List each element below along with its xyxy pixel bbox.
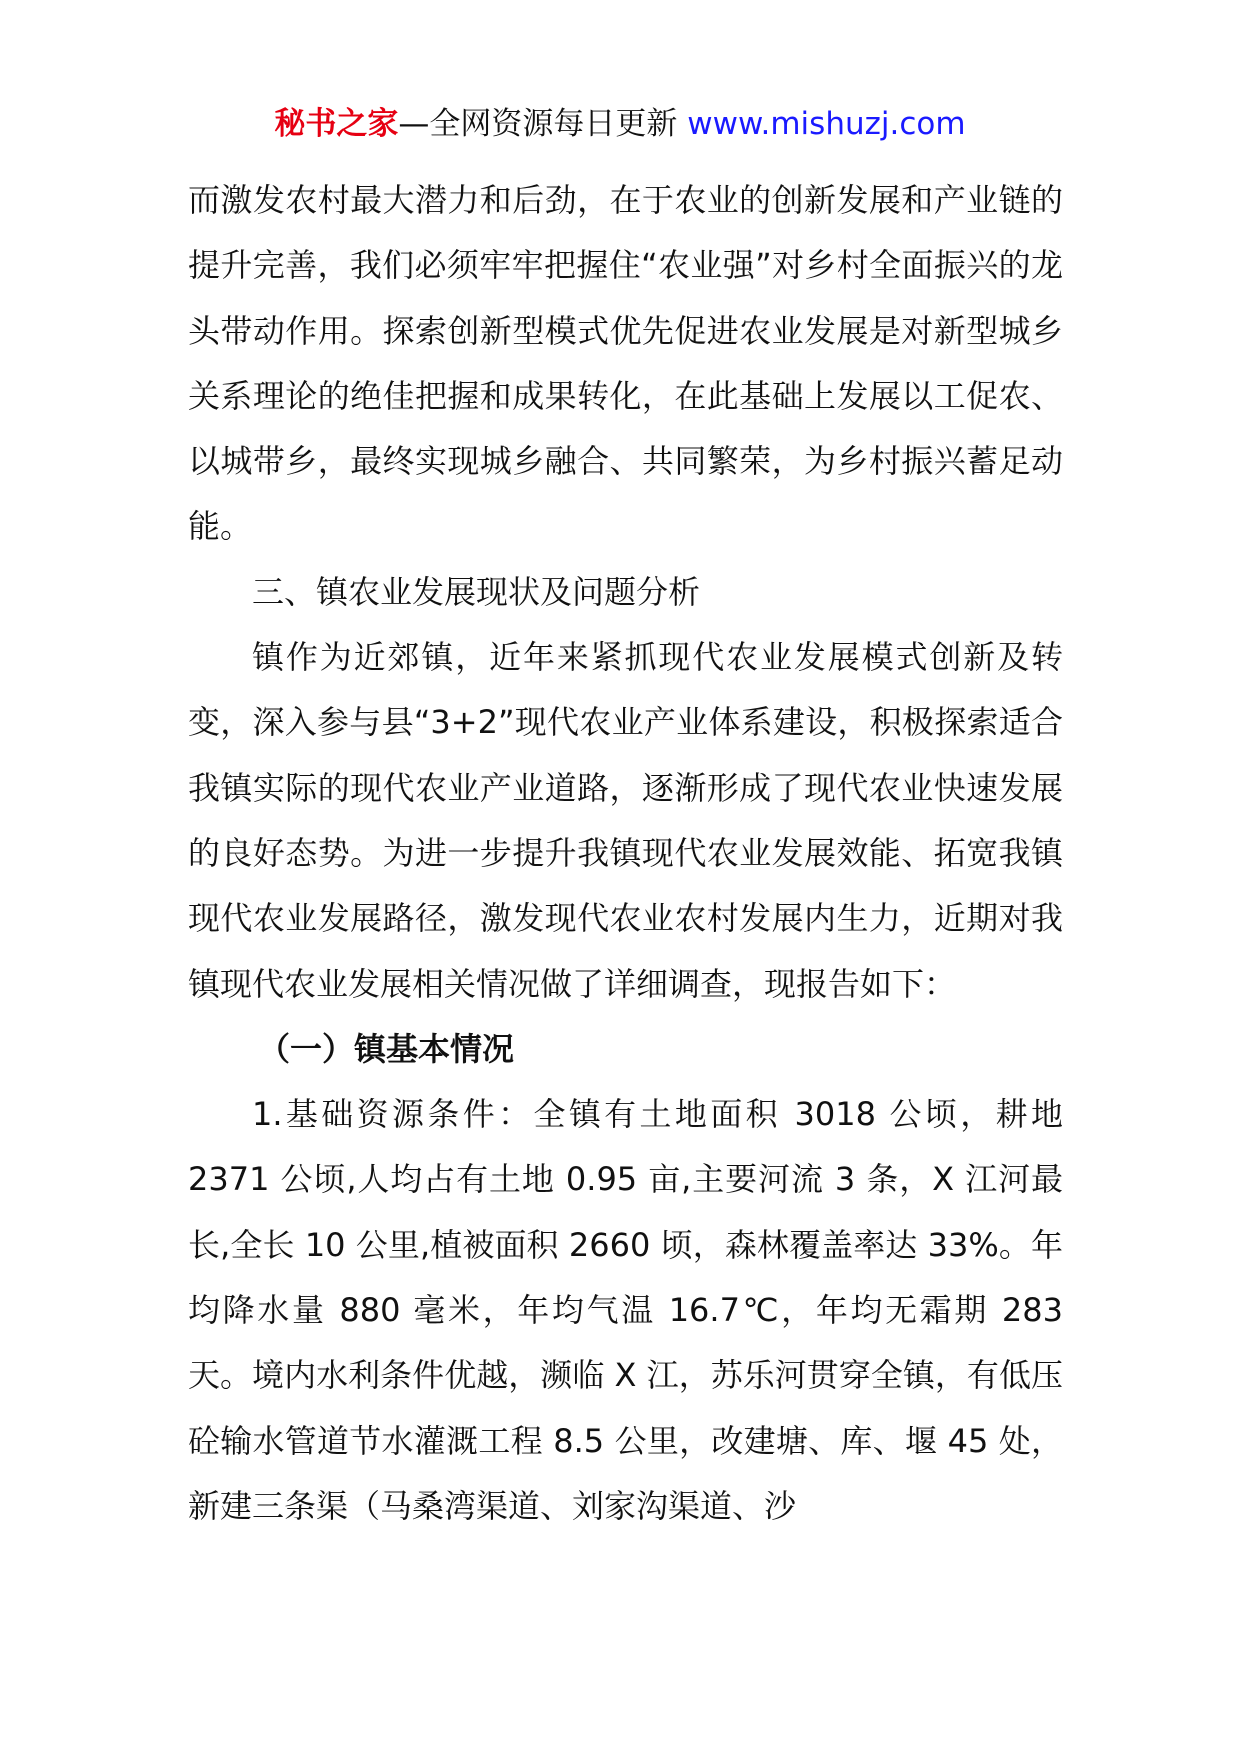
site-header — [0, 102, 1240, 146]
header-tagline: —全网资源每日更新 — [398, 106, 678, 142]
brand-name: 秘书之家 — [274, 106, 399, 142]
site-url-link[interactable]: www.mishuzj.com — [687, 106, 966, 142]
section-heading-three: 三、镇农业发展现状及问题分析 — [252, 572, 701, 611]
paragraph-basic-resources: 1.基础资源条件：全镇有土地面积 3018 公顷，耕地 2371 公顷,人均占有土地 0.95 亩,主要河流 3 条，X 江河最长,全长 10 公里,植被面积 2660 顷，森林覆盖率达 33%。年均降水量 880 毫米，年均气温 16.7℃，年均无霜期 283 天。境内水利条件优越，濒临 X 江，苏乐河贯穿全镇，有低压砼输水管道节水灌溉工程 8.5 公里，改建塘、库、堰 45 处，新建三条渠（马桑湾渠道、刘家沟渠道、沙 — [188, 1095, 1063, 1525]
document-body — [188, 168, 1063, 1539]
paragraph-town-overview: 镇作为近郊镇，近年来紧抓现代农业发展模式创新及转变，深入参与县“3+2”现代农业产业体系建设，积极探索适合我镇实际的现代农业产业道路，逐渐形成了现代农业快速发展的良好态势。为进一步提升我镇现代农业发展效能、拓宽我镇现代农业发展路径，激发现代农业农村发展内生力，近期对我镇现代农业发展相关情况做了详细调查，现报告如下： — [188, 638, 1063, 1003]
subsection-heading-basic-info: （一）镇基本情况 — [258, 1029, 515, 1068]
paragraph-intro-continuation: 而激发农村最大潜力和后劲，在于农业的创新发展和产业链的提升完善，我们必须牢牢把握住“农业强”对乡村全面振兴的龙头带动作用。探索创新型模式优先促进农业发展是对新型城乡关系理论的绝佳把握和成果转化，在此基础上发展以工促农、以城带乡，最终实现城乡融合、共同繁荣，为乡村振兴蓄足动能。 — [188, 181, 1063, 546]
